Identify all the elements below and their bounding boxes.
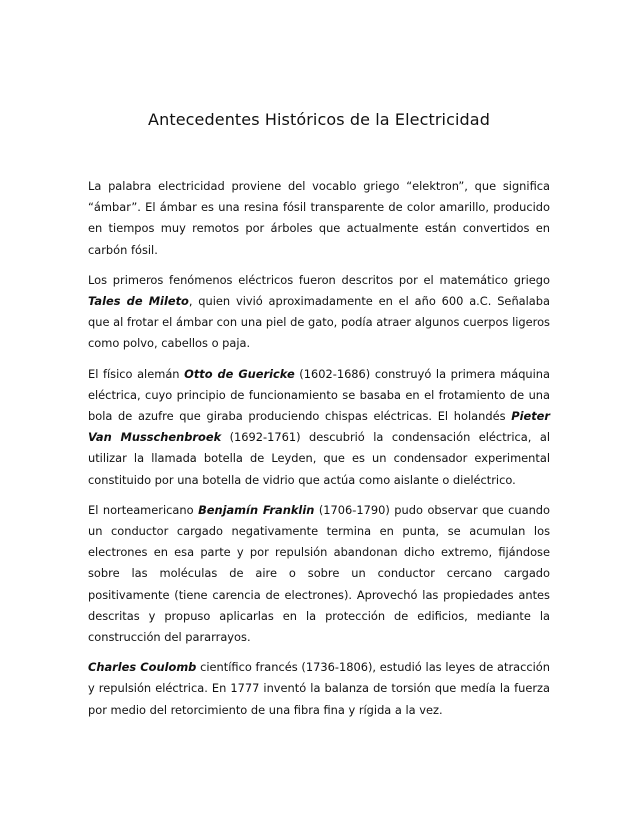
paragraph-tales <box>88 270 550 355</box>
person-name-coulomb: Charles Coulomb <box>88 660 197 675</box>
person-name-guericke: Otto de Guericke <box>184 366 295 381</box>
paragraph-text: (1692-1761) descubrió la condensación eléctrica, al utilizar la llamada botella de Leyden, que es un condensador experimental constituido por una botella de vidrio que actúa como aislante o dieléctrico. <box>88 430 550 487</box>
paragraph-etymology <box>88 176 550 261</box>
paragraph-franklin <box>88 500 550 648</box>
paragraph-guericke <box>88 364 550 491</box>
paragraph-text: , quien vivió aproximadamente en el año 600 a.C. Señalaba que al frotar el ámbar con una piel de gato, podía atraer algunos cuerpos ligeros como polvo, cabellos o paja. <box>88 294 550 351</box>
paragraph-text: (1602-1686) construyó la primera máquina eléctrica, cuyo principio de funcionamiento se basaba en el frotamiento de una bola de azufre que giraba produciendo chispas eléctricas. El holandés <box>88 366 551 424</box>
paragraph-coulomb <box>88 657 550 721</box>
paragraph-text: (1706-1790) pudo observar que cuando un conductor cargado negativamente termina en punta, se acumulan los electrones en esa parte y por repulsión abandonan dicho extremo, fijándose sobre las moléculas de aire o sobre un conductor cercano cargado positivamente (tiene carencia de electrones). Aprovechó las propiedades antes descritas y propuso aplicarlas en la protección de edificios, mediante la construcción del pararrayos. <box>88 502 550 645</box>
paragraph-text: Los primeros fenómenos eléctricos fueron descritos por el matemático griego <box>88 272 550 287</box>
paragraph-text: El físico alemán <box>88 366 185 381</box>
person-name-musschenbroek: Pieter Van Musschenbroek <box>88 409 550 445</box>
paragraph-text: La palabra electricidad proviene del vocablo griego “elektron”, que significa “ámbar”. El ámbar es una resina fósil transparente de color amarillo, producido en tiempos muy remotos por árboles que actualmente están convertidos en carbón fósil. <box>88 179 550 257</box>
person-name-franklin: Benjamín Franklin <box>198 502 315 517</box>
paragraph-text: El norteamericano <box>88 502 199 517</box>
person-name-tales: Tales de Mileto <box>88 294 189 309</box>
paragraph-text: científico francés (1736-1806), estudió las leyes de atracción y repulsión eléctrica. En 1777 inventó la balanza de torsión que medía la fuerza por medio del retorcimiento de una fibra fina y rígida a la vez. <box>88 660 550 717</box>
document-body <box>88 176 550 730</box>
page-title: Antecedentes Históricos de la Electricidad <box>148 110 490 129</box>
